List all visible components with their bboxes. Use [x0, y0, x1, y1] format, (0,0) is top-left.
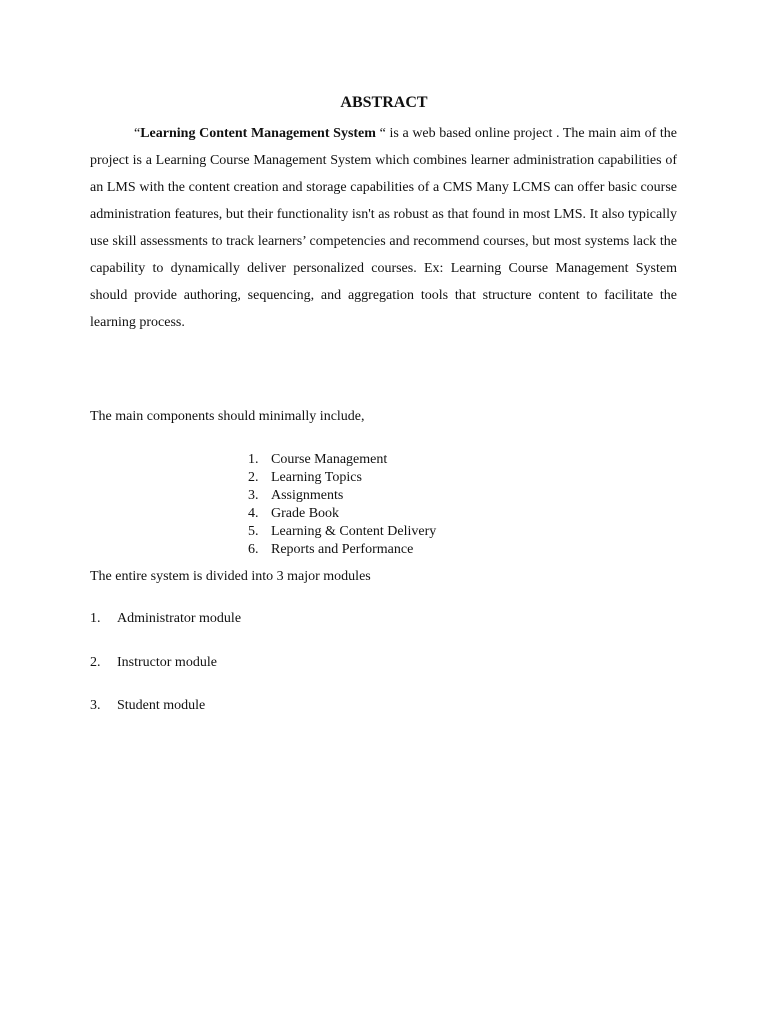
list-item — [90, 609, 241, 629]
list-item — [248, 487, 436, 505]
list-item — [248, 451, 436, 469]
list-number: 1. — [248, 452, 259, 467]
list-item-label: Grade Book — [271, 506, 340, 521]
modules-list — [90, 609, 241, 740]
list-item — [90, 696, 241, 716]
list-number: 3. — [90, 698, 101, 713]
list-item — [248, 469, 436, 487]
list-number: 4. — [248, 506, 259, 521]
project-title: Learning Content Management System — [140, 126, 380, 141]
abstract-paragraph — [90, 120, 677, 336]
list-item-label: Assignments — [271, 488, 344, 503]
list-item — [248, 541, 436, 559]
list-number: 6. — [248, 542, 259, 557]
list-item — [90, 653, 241, 673]
list-number: 1. — [90, 611, 101, 626]
list-item-label: Course Management — [271, 452, 388, 467]
list-number: 5. — [248, 524, 259, 539]
components-list — [248, 451, 436, 559]
list-number: 3. — [248, 488, 259, 503]
module-label: Administrator module — [117, 611, 242, 626]
abstract-body: “ is a web based online project . The main aim of the project is a Learning Course Management System which combines learner administration capabilities of an LMS with the content creation and storage capabilities of a CMS Many LCMS can offer basic course administration features, but their functionality isn't as robust as that found in most LMS. It also typically use skill assessments to track learners’ competencies and recommend courses, but most systems lack the capability to dynamically deliver personalized courses. Ex: Learning Course Management System should provide authoring, sequencing, and aggregation tools that structure content to facilitate the learning process. — [90, 126, 678, 330]
list-number: 2. — [248, 470, 259, 485]
list-item — [248, 505, 436, 523]
modules-intro: The entire system is divided into 3 major modules — [90, 569, 371, 584]
module-label: Student module — [117, 698, 206, 713]
module-label: Instructor module — [117, 654, 217, 670]
list-number: 2. — [90, 654, 101, 670]
abstract-open-quote: “ — [134, 126, 141, 141]
list-item-label: Learning & Content Delivery — [271, 524, 437, 539]
page-title: ABSTRACT — [340, 94, 428, 111]
list-item — [248, 523, 436, 541]
components-intro: The main components should minimally include, — [90, 409, 365, 424]
list-item-label: Learning Topics — [271, 470, 362, 485]
list-item-label: Reports and Performance — [271, 542, 414, 557]
